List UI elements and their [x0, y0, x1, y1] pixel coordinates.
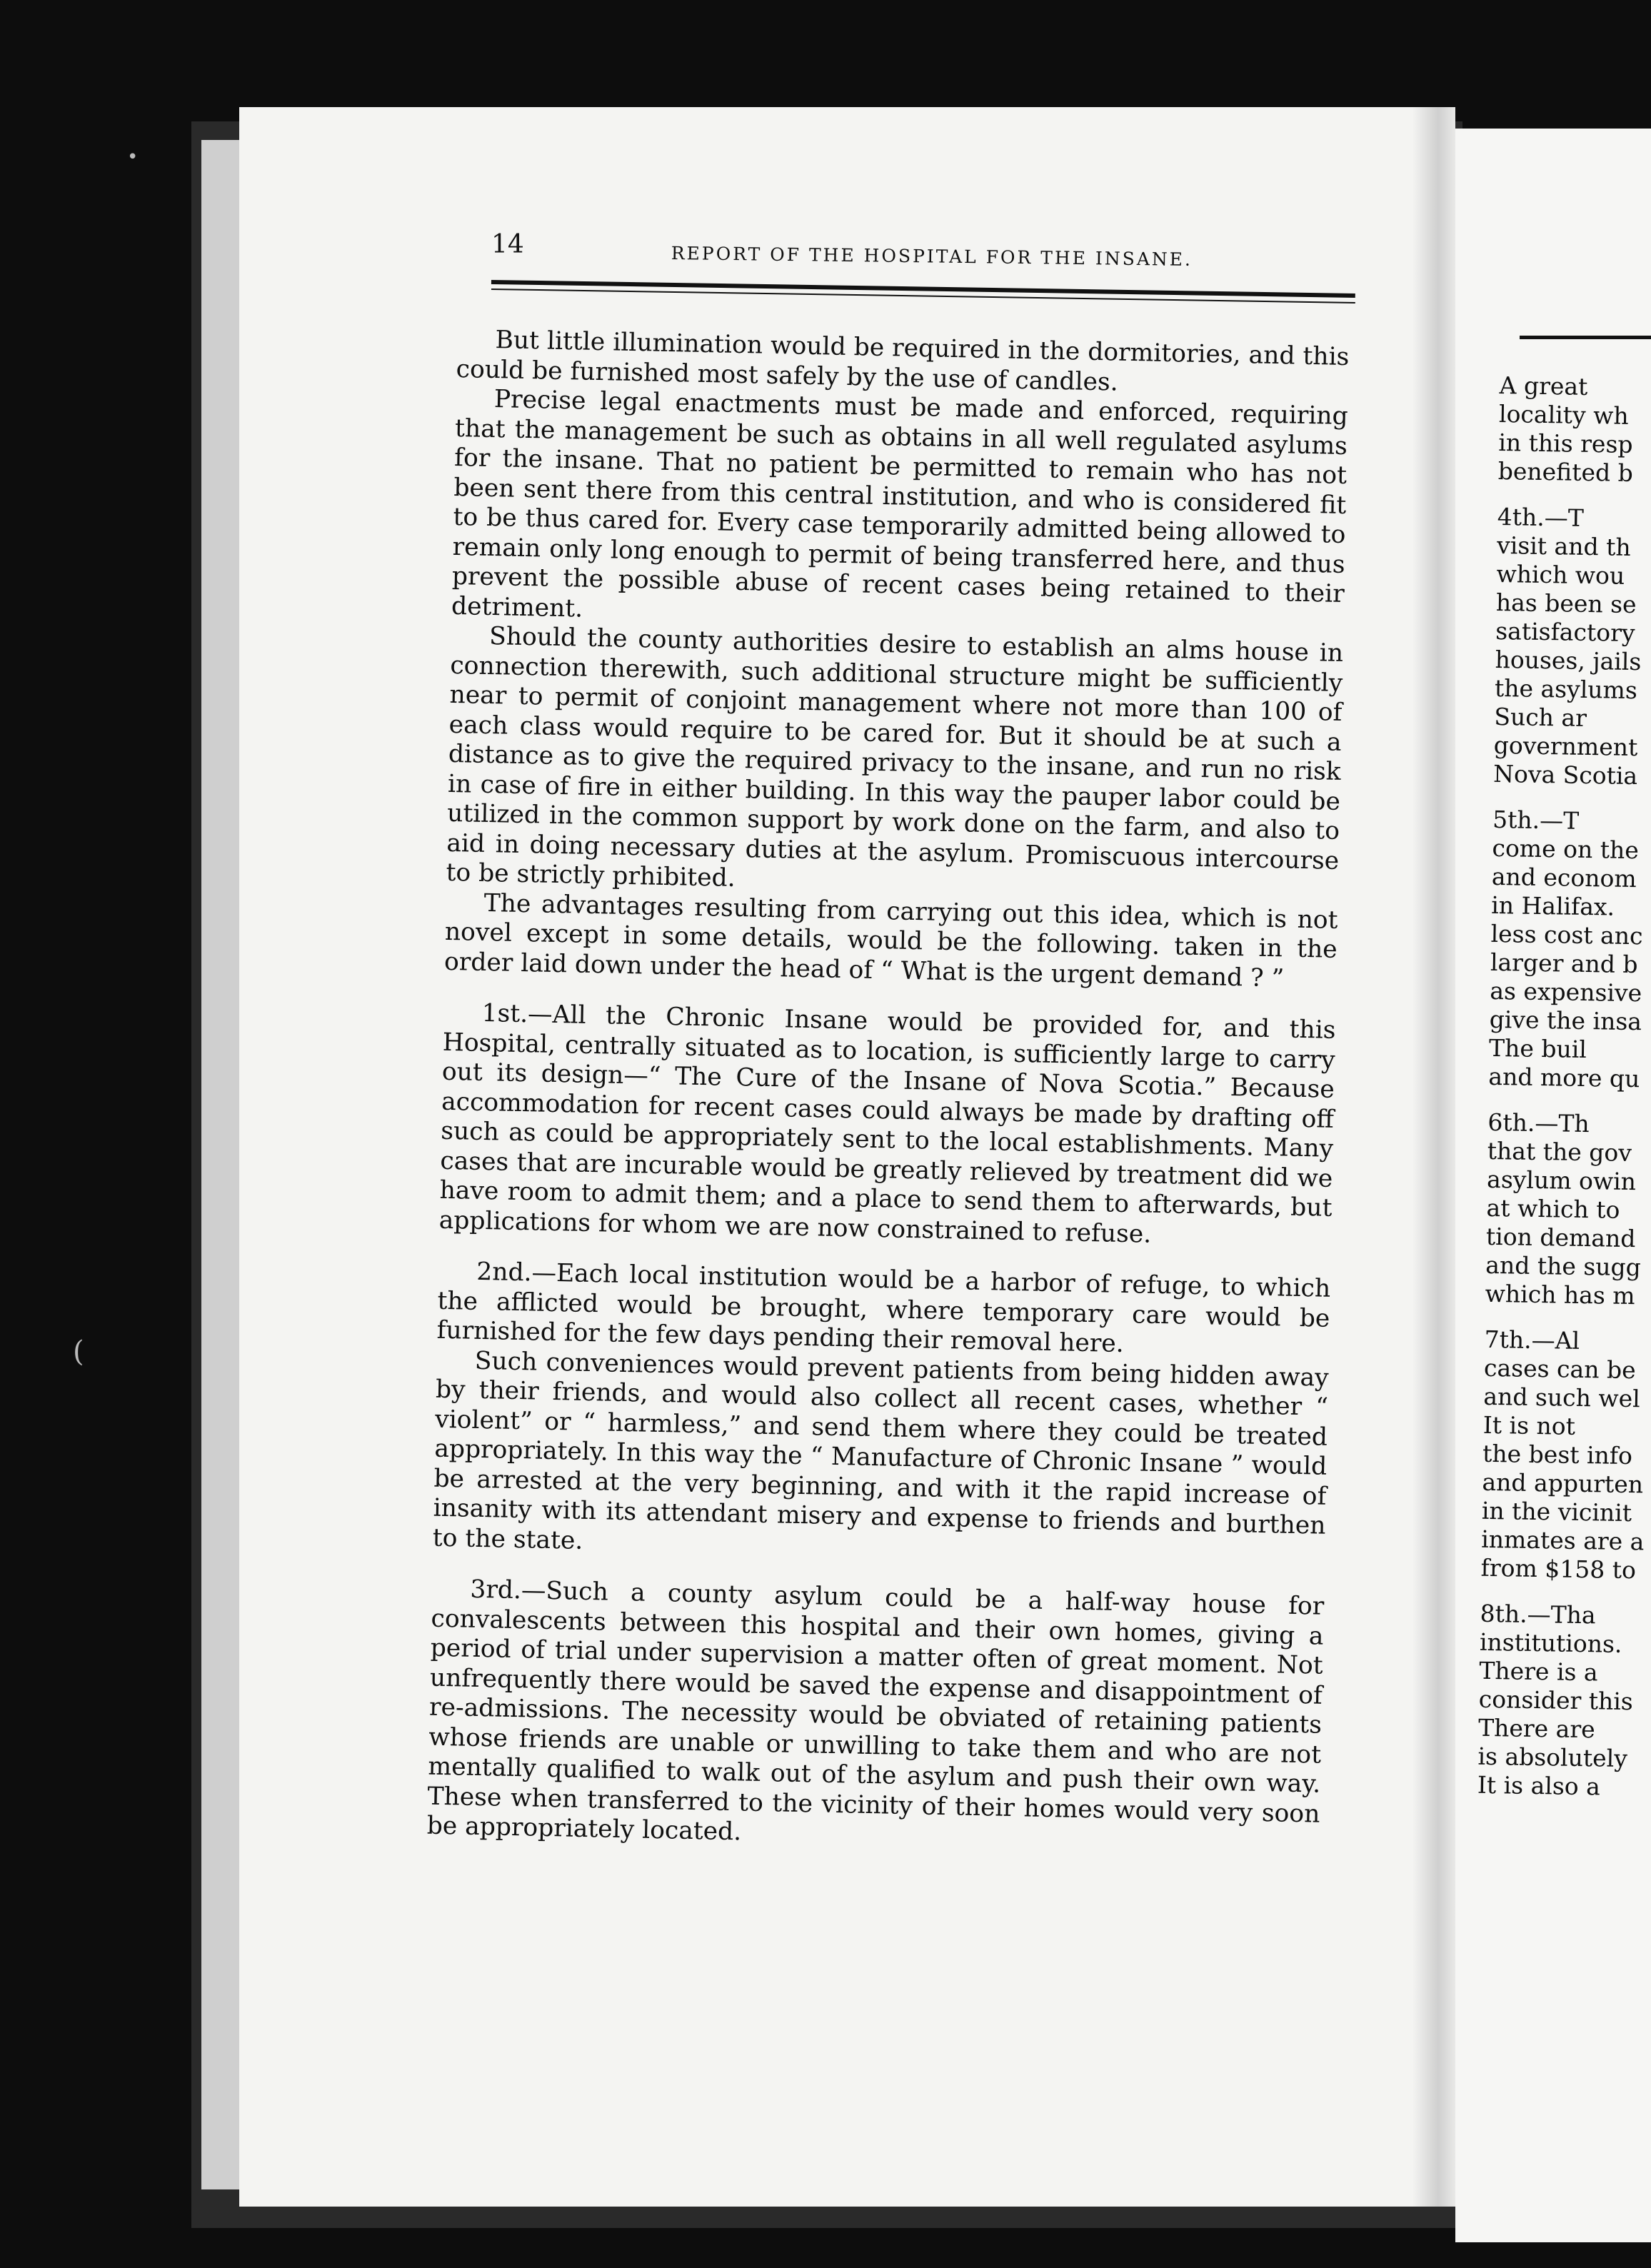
book-gutter	[1412, 107, 1455, 2207]
right-page-line: institutions.	[1479, 1627, 1622, 1658]
right-page-line: satisfactory	[1495, 616, 1635, 648]
right-page-line: cases can be	[1483, 1353, 1636, 1385]
right-page-line: 4th.—T	[1497, 502, 1585, 532]
paragraph: Such conveniences would prevent patients from being hidden away by their friends, and would also collect all recent cases, whether “ violent” or “ harmless,” and send them where they could be treated appropriately. In this way the “ Manufacture of Chronic Insane ” would be arrested at the very beginning, and with it the rapid increase of insanity with its attendant misery and expense to friends and burthen to the state.	[432, 1346, 1330, 1555]
right-page-line: in this resp	[1498, 428, 1633, 458]
paragraph: 3rd.—Such a county asylum could be a half-way house for convalescents between this hospital and their own homes, giving a period of trial under supervision a matter often of great moment. Not unfrequently there would be saved the expense and disappointment of re-admissions. The necessity would be obviated of retaining patients whose friends are unable or unwilling to take them and who are not mentally qualified to walk out of the asylum and push their own way. These when transferred to the vicinity of their homes would very soon be appropriately located.	[426, 1575, 1325, 1847]
right-page-line: 6th.—Th	[1487, 1108, 1590, 1138]
right-page-line: visit and th	[1496, 531, 1631, 561]
right-page-line: 7th.—Al	[1484, 1325, 1580, 1355]
paragraph: 1st.—All the Chronic Insane would be provided for, and this Hospital, centrally situated as to location, is sufficiently large to carry out its design—“ The Cure of the Insane of Nova Scotia.” Because accommodation for recent cases could always be made by drafting off such as could be appropriately sent to the local establishments. Many cases that are incurable would be greatly relieved by treatment did we have room to admit them; and a place to send them to afterwards, but applications for whom we are now constrained to refuse.	[438, 998, 1336, 1249]
right-page	[1455, 129, 1651, 2242]
right-page-line: in the vicinit	[1481, 1496, 1632, 1527]
paragraph: Should the county authorities desire to establish an alms house in connection therewith, such additional structure might be sufficiently near to permit of conjoint management where not more than 100 of each class would require to be cared for. But it should be at such a distance as to give the required privacy to the insane, and run no risk in case of fire in either building. In this way the pauper labor could be utilized in the common support by work done on the farm, and also to aid in doing necessary duties at the asylum. Promiscuous intercourse to be strictly prhibited.	[446, 622, 1344, 893]
right-page-line: houses, jails	[1495, 645, 1642, 676]
body-text	[426, 325, 1349, 1859]
right-page-line: in Halifax.	[1490, 890, 1615, 921]
right-page-line: from $158 to	[1480, 1553, 1637, 1585]
right-page-line: inmates are a	[1481, 1525, 1645, 1556]
right-page-line: come on the	[1492, 833, 1640, 865]
right-page-line: It is also a	[1477, 1770, 1601, 1801]
right-page-line: Nova Scotia	[1492, 759, 1638, 791]
scan-speck: (	[73, 1335, 84, 1368]
right-page-line: and econom	[1491, 862, 1637, 893]
scan-speck: •	[127, 146, 139, 168]
right-page-line: and appurten	[1482, 1467, 1644, 1499]
right-page-line: at which to	[1486, 1193, 1620, 1224]
right-page-line: as expensive	[1490, 976, 1642, 1008]
right-page-line: 5th.—T	[1492, 805, 1580, 835]
right-page-text	[1477, 371, 1651, 1802]
right-page-line: There is a	[1479, 1656, 1598, 1687]
right-page-line: is absolutely	[1477, 1742, 1628, 1773]
right-page-line: which has m	[1485, 1279, 1635, 1310]
right-page-line: less cost anc	[1490, 919, 1643, 950]
page-number: 14	[491, 230, 524, 259]
running-head: REPORT OF THE HOSPITAL FOR THE INSANE.	[671, 243, 1193, 270]
right-page-line: the best info	[1482, 1439, 1633, 1470]
right-page-line: tion demand	[1485, 1222, 1636, 1253]
right-page-line: The buil	[1488, 1033, 1587, 1064]
right-page-line: and such wel	[1483, 1382, 1641, 1413]
right-page-line: government	[1493, 731, 1638, 762]
right-page-line: that the gov	[1487, 1136, 1632, 1168]
paragraph: 2nd.—Each local institution would be a harbor of refuge, to which the afflicted would be brought, where temporary care would be furnished for the few days pending their removal here.	[436, 1257, 1331, 1359]
paragraph: The advantages resulting from carrying out this idea, which is not novel except in some details, would be the following. taken in the order laid down under the head of “ What is the urgent demand ? ”	[443, 888, 1338, 993]
right-page-line: give the insa	[1489, 1005, 1642, 1036]
right-page-line: and more qu	[1488, 1062, 1640, 1093]
right-header-rule	[1520, 336, 1651, 339]
paragraph: Precise legal enactments must be made and enforced, requiring that the management be such as obtains in all well regulated asylums for the insane. That no patient be permitted to remain who has not been sent there from this central institution, and who is considered fit to be thus cared for. Every case temporarily admitted being allowed to remain only long enough to permit of being transferred here, and thus prevent the possible abuse of recent cases being retained to their detriment.	[451, 385, 1349, 623]
right-page-line: asylum owin	[1486, 1165, 1637, 1196]
right-page-line: the asylums	[1494, 673, 1638, 705]
right-page-line: 8th.—Tha	[1480, 1599, 1596, 1630]
right-page-line: which wou	[1496, 559, 1625, 590]
right-page-line: It is not	[1482, 1410, 1576, 1440]
right-page-line: larger and b	[1490, 948, 1638, 979]
right-page-line: locality wh	[1498, 399, 1629, 430]
right-page-line: A great	[1499, 371, 1588, 401]
right-page-line: Such ar	[1494, 702, 1587, 732]
right-page-line: consider this	[1478, 1685, 1634, 1716]
right-page-line: and the sugg	[1485, 1250, 1642, 1282]
right-page-line: benefited b	[1497, 456, 1634, 487]
paragraph: But little illumination would be required in the dormitories, and this could be furnished most safely by the use of candles.	[456, 326, 1350, 397]
right-page-line: There are	[1477, 1713, 1596, 1744]
right-page-line: has been se	[1495, 588, 1637, 619]
